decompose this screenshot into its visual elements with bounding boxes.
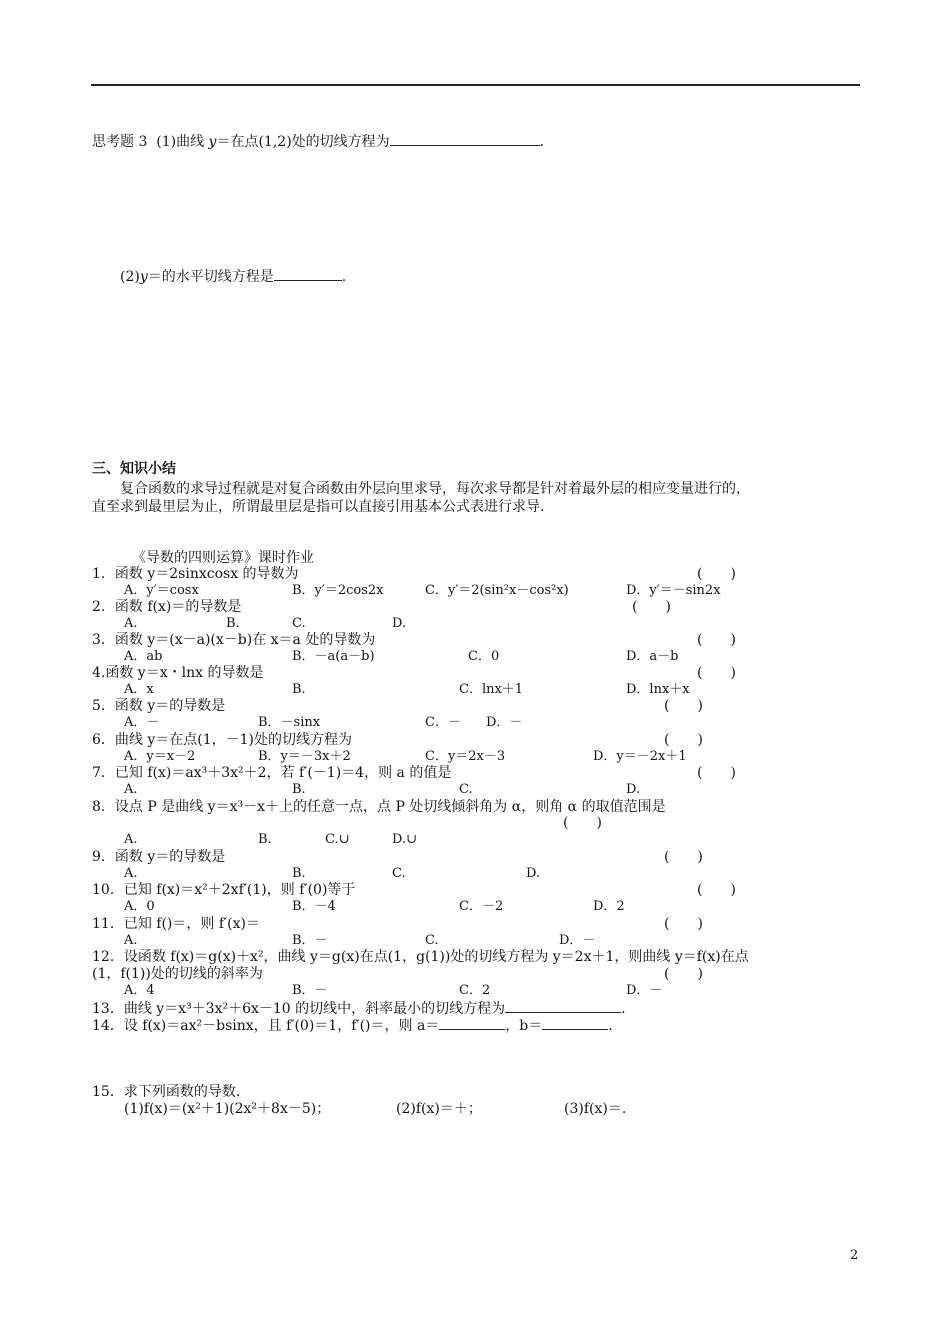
option-c[interactable]: C．－2 <box>459 899 504 914</box>
option-a[interactable]: A．0 <box>124 899 155 914</box>
question-1: 1．函数 y＝2sinxcosx 的导数为 <box>92 566 299 582</box>
answer-paren[interactable]: ( ) <box>697 632 736 648</box>
option-a[interactable]: A. <box>124 933 138 948</box>
header-rule <box>91 84 860 86</box>
question-4: 4.函数 y＝x・lnx 的导数是 <box>92 665 264 681</box>
option-c[interactable]: C．－ <box>425 715 461 730</box>
option-d[interactable]: D．2 <box>593 899 625 914</box>
option-c[interactable]: C．0 <box>468 649 500 664</box>
option-a[interactable]: A．ab <box>124 649 163 664</box>
option-b[interactable]: B．y＝－3x＋2 <box>258 749 351 764</box>
question-3: 3．函数 y＝(x－a)(x－b)在 x＝a 处的导数为 <box>92 632 376 648</box>
option-a[interactable]: A. <box>124 616 138 631</box>
option-b[interactable]: B．y′＝2cos2x <box>292 583 384 598</box>
think3-q2: (2)y＝的水平切线方程是 . <box>120 269 347 285</box>
page-number: 2 <box>850 1248 859 1263</box>
option-b[interactable]: B．－a(a－b) <box>292 649 375 664</box>
option-c[interactable]: C．y＝2x－3 <box>425 749 506 764</box>
option-d[interactable]: D. <box>392 616 407 631</box>
think3-label: 思考题 3 <box>92 134 148 150</box>
option-b[interactable]: B. <box>292 866 306 881</box>
option-d[interactable]: D．－ <box>626 983 663 998</box>
answer-blank[interactable] <box>274 268 342 281</box>
answer-paren[interactable]: ( ) <box>664 916 703 932</box>
option-d[interactable]: D. <box>626 782 641 797</box>
option-b[interactable]: B．－ <box>292 933 328 948</box>
option-d[interactable]: D．y＝－2x＋1 <box>593 749 687 764</box>
question-13: 13．曲线 y＝x³＋3x²＋6x－10 的切线中，斜率最小的切线方程为 . <box>92 1001 626 1017</box>
option-b[interactable]: B. <box>226 616 240 631</box>
answer-blank[interactable] <box>390 133 540 146</box>
option-a[interactable]: A．y＝x－2 <box>124 749 196 764</box>
summary-line-2: 直至求到最里层为止，所谓最里层是指可以直接引用基本公式表进行求导. <box>92 499 545 515</box>
answer-paren[interactable]: ( ) <box>697 665 736 681</box>
option-a[interactable]: A．x <box>124 682 154 697</box>
option-a[interactable]: A．y′＝cosx <box>124 583 199 598</box>
summary-line-1: 复合函数的求导过程就是对复合函数由外层向里求导，每次求导都是针对着最外层的相应变量进行的， <box>120 481 750 497</box>
option-a[interactable]: A. <box>124 866 138 881</box>
option-d[interactable]: D. <box>526 866 541 881</box>
answer-paren[interactable]: ( ) <box>664 966 703 982</box>
option-b[interactable]: B. <box>292 782 306 797</box>
answer-paren[interactable]: ( ) <box>697 882 736 898</box>
question-14: 14．设 f(x)＝ax²－bsinx，且 f′(0)＝1，f′()＝，则 a＝ ，b＝ . <box>92 1018 613 1034</box>
option-a[interactable]: A. <box>124 832 138 847</box>
option-a[interactable]: A．4 <box>124 983 155 998</box>
option-d[interactable]: D.∪ <box>392 832 417 847</box>
option-c[interactable]: C. <box>459 782 473 797</box>
question-11: 11．已知 f()＝，则 f′(x)＝ <box>92 916 260 932</box>
option-c[interactable]: C.∪ <box>325 832 350 847</box>
option-b[interactable]: B. <box>258 832 272 847</box>
question-15-part-1: (1)f(x)＝(x²＋1)(2x²＋8x－5)； <box>124 1101 331 1117</box>
question-15: 15．求下列函数的导数. <box>92 1084 241 1100</box>
answer-paren[interactable]: ( ) <box>563 815 602 831</box>
option-b[interactable]: B．－sinx <box>258 715 321 730</box>
question-15-part-2: (2)f(x)＝＋； <box>396 1101 482 1117</box>
option-d[interactable]: D．lnx＋x <box>626 682 690 697</box>
answer-paren[interactable]: ( ) <box>697 765 736 781</box>
question-2: 2．函数 f(x)＝的导数是 <box>92 599 242 615</box>
answer-blank-b[interactable] <box>542 1017 608 1030</box>
option-c[interactable]: C. <box>392 866 406 881</box>
question-12-line-2: (1，f(1))处的切线的斜率为 <box>92 966 263 982</box>
option-a[interactable]: A. <box>124 782 138 797</box>
option-a[interactable]: A．－ <box>124 715 160 730</box>
question-6: 6．曲线 y＝在点(1，－1)处的切线方程为 <box>92 732 353 748</box>
option-d[interactable]: D．－ <box>559 933 596 948</box>
question-9: 9．函数 y＝的导数是 <box>92 849 226 865</box>
option-c[interactable]: C. <box>425 933 439 948</box>
question-12-line-1: 12．设函数 f(x)＝g(x)＋x²，曲线 y＝g(x)在点(1，g(1))处的切线方程为 y＝2x＋1，则曲线 y＝f(x)在点 <box>92 949 749 965</box>
option-c[interactable]: C. <box>292 616 306 631</box>
answer-paren[interactable]: ( ) <box>664 698 703 714</box>
option-b[interactable]: B．－4 <box>292 899 336 914</box>
answer-paren[interactable]: ( ) <box>664 732 703 748</box>
homework-title: 《导数的四则运算》课时作业 <box>132 550 314 566</box>
option-b[interactable]: B. <box>292 682 306 697</box>
answer-blank-a[interactable] <box>439 1017 505 1030</box>
option-d[interactable]: D．－ <box>486 715 523 730</box>
question-10: 10．已知 f(x)＝x²＋2xf′(1)，则 f′(0)等于 <box>92 882 356 898</box>
question-5: 5．函数 y＝的导数是 <box>92 698 226 714</box>
option-c[interactable]: C．y′＝2(sin²x－cos²x) <box>425 583 569 598</box>
question-7: 7．已知 f(x)＝ax³＋3x²＋2，若 f′(－1)＝4，则 a 的值是 <box>92 765 452 781</box>
option-d[interactable]: D．y′＝－sin2x <box>626 583 721 598</box>
option-d[interactable]: D．a－b <box>626 649 679 664</box>
option-b[interactable]: B．－ <box>292 983 328 998</box>
think3-q1: 思考题 3 (1)曲线 y＝在点(1,2)处的切线方程为 . <box>92 134 545 150</box>
question-8: 8．设点 P 是曲线 y＝x³－x＋上的任意一点，点 P 处切线倾斜角为 α，则角 α 的取值范围是 <box>92 799 666 815</box>
answer-blank[interactable] <box>505 1000 621 1013</box>
summary-heading: 三、知识小结 <box>92 461 176 477</box>
answer-paren[interactable]: ( ) <box>697 566 736 582</box>
answer-paren[interactable]: ( ) <box>664 849 703 865</box>
option-c[interactable]: C．lnx＋1 <box>459 682 524 697</box>
question-15-part-3: (3)f(x)＝. <box>564 1101 627 1117</box>
answer-paren[interactable]: ( ) <box>632 599 671 615</box>
option-c[interactable]: C．2 <box>459 983 491 998</box>
